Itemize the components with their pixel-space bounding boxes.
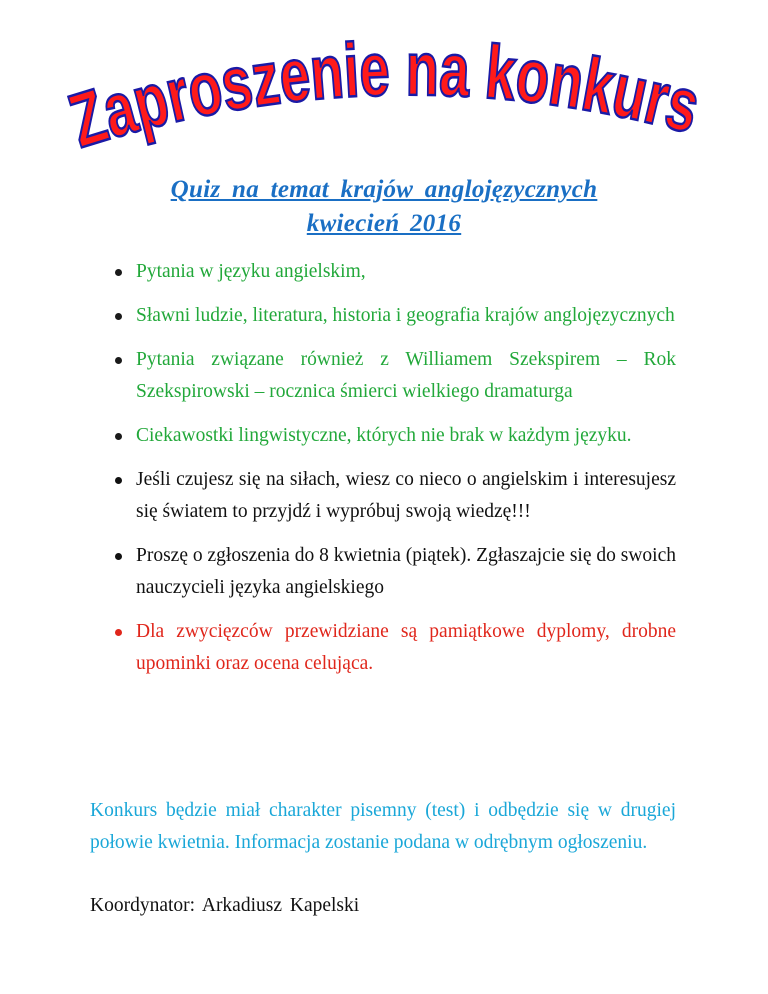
bullet-item-topics: [110, 300, 676, 332]
info-bullet-list: [110, 256, 676, 680]
bullet-item-questions-language: [110, 256, 676, 288]
bullet-item-shakespeare: [110, 344, 676, 408]
headline-wordart: [60, 28, 720, 168]
headline-text: Zaproszenie na konkurs: [60, 28, 720, 165]
bullet-dot-icon: [115, 629, 122, 636]
bullet-dot-icon: [115, 313, 122, 320]
bullet-item-prizes: [110, 616, 676, 680]
quiz-subtitle: Quiz na temat krajów anglojęzycznych: [170, 176, 598, 203]
bullet-dot-icon: [115, 357, 122, 364]
bullet-item-registration: [110, 540, 676, 604]
bullet-dot-icon: [115, 269, 122, 276]
bullet-dot-icon: [115, 477, 122, 484]
bullet-text: Ciekawostki lingwistyczne, których nie brak w każdym języku.: [136, 425, 632, 446]
bullet-text: Proszę o zgłoszenia do 8 kwietnia (piątek). Zgłaszajcie się do swoich nauczycieli języka angielskiego: [136, 545, 676, 598]
coordinator-line: Koordynator: Arkadiusz Kapelski: [90, 895, 360, 916]
bullet-dot-icon: [115, 433, 122, 440]
bullet-item-invitation: [110, 464, 676, 528]
bullet-text: Pytania związane również z Williamem Szekspirem – Rok Szekspirowski – rocznica śmierci wielkiego dramaturga: [136, 349, 676, 402]
bullet-text: Jeśli czujesz się na siłach, wiesz co nieco o angielskim i interesujesz się światem to przyjdź i wypróbuj swoją wiedzę!!!: [136, 469, 676, 522]
bullet-dot-icon: [115, 553, 122, 560]
bullet-text: Sławni ludzie, literatura, historia i geografia krajów anglojęzycznych: [136, 305, 675, 326]
bullet-text: Dla zwycięzców przewidziane są pamiątkowe dyplomy, drobne upominki oraz ocena celująca.: [136, 621, 676, 674]
bullet-item-curiosities: [110, 420, 676, 452]
contest-info-paragraph: Konkurs będzie miał charakter pisemny (test) i odbędzie się w drugiej połowie kwietnia. Informacja zostanie podana w odrębnym ogłoszeniu.: [90, 800, 676, 853]
bullet-text: Pytania w języku angielskim,: [136, 261, 366, 282]
quiz-date: kwiecień 2016: [306, 210, 462, 237]
